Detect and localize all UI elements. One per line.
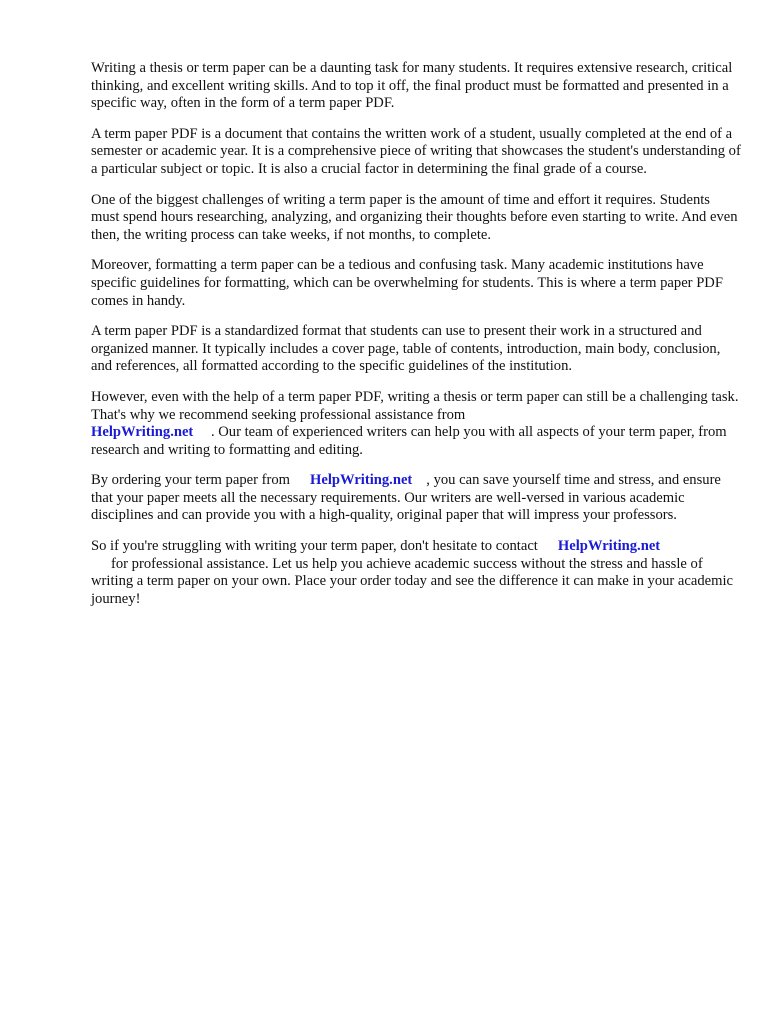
document-body <box>91 60 741 621</box>
paragraph-8-text-after: for professional assistance. Let us help you achieve academic success without the stress and hassle of writing a term paper on your own. Place your order today and see the difference it can make in your academic journey! <box>91 555 734 607</box>
paragraph-6-text-before: However, even with the help of a term paper PDF, writing a thesis or term paper can still be a challenging task. That's why we recommend seeking professional assistance from <box>91 388 739 423</box>
paragraph-6 <box>91 389 741 459</box>
paragraph-8 <box>91 538 741 608</box>
paragraph-8-text-before: So if you're struggling with writing your term paper, don't hesitate to contact <box>91 538 538 555</box>
paragraph-7-text-before: By ordering your term paper from <box>91 472 290 489</box>
paragraph-4: Moreover, formatting a term paper can be a tedious and confusing task. Many academic institutions have specific guidelines for formatting, which can be overwhelming for students. This is where a term paper PDF comes in handy. <box>91 257 723 309</box>
paragraph-2: A term paper PDF is a document that contains the written work of a student, usually completed at the end of a semester or academic year. It is a comprehensive piece of writing that showcases the student's understanding of a particular subject or topic. It is also a crucial factor in determining the final grade of a course. <box>91 125 741 177</box>
paragraph-7-text-after: , you can save yourself time and stress, and ensure that your paper meets all the necessary requirements. Our writers are well-versed in various academic disciplines and can provide you with a high-quality, original paper that will impress your professors. <box>91 472 721 524</box>
helpwriting-link-2[interactable]: HelpWriting.net <box>309 472 413 489</box>
paragraph-7 <box>91 472 741 525</box>
paragraph-3: One of the biggest challenges of writing a term paper is the amount of time and effort it requires. Students must spend hours researching, analyzing, and organizing their thoughts before even starting to write. And even then, the writing process can take weeks, if not months, to complete. <box>91 191 738 243</box>
paragraph-1: Writing a thesis or term paper can be a daunting task for many students. It requires extensive research, critical thinking, and excellent writing skills. And to top it off, the final product must be formatted and presented in a specific way, often in the form of a term paper PDF. <box>91 60 733 112</box>
paragraph-5: A term paper PDF is a standardized format that students can use to present their work in a structured and organized manner. It typically includes a cover page, table of contents, introduction, main body, conclusion, and references, all formatted according to the specific guidelines of the institution. <box>91 323 721 375</box>
paragraph-6-text-after: . Our team of experienced writers can help you with all aspects of your term paper, from research and writing to formatting and editing. <box>91 424 727 458</box>
helpwriting-link-1[interactable]: HelpWriting.net <box>91 424 194 441</box>
helpwriting-link-3[interactable]: HelpWriting.net <box>557 538 661 555</box>
